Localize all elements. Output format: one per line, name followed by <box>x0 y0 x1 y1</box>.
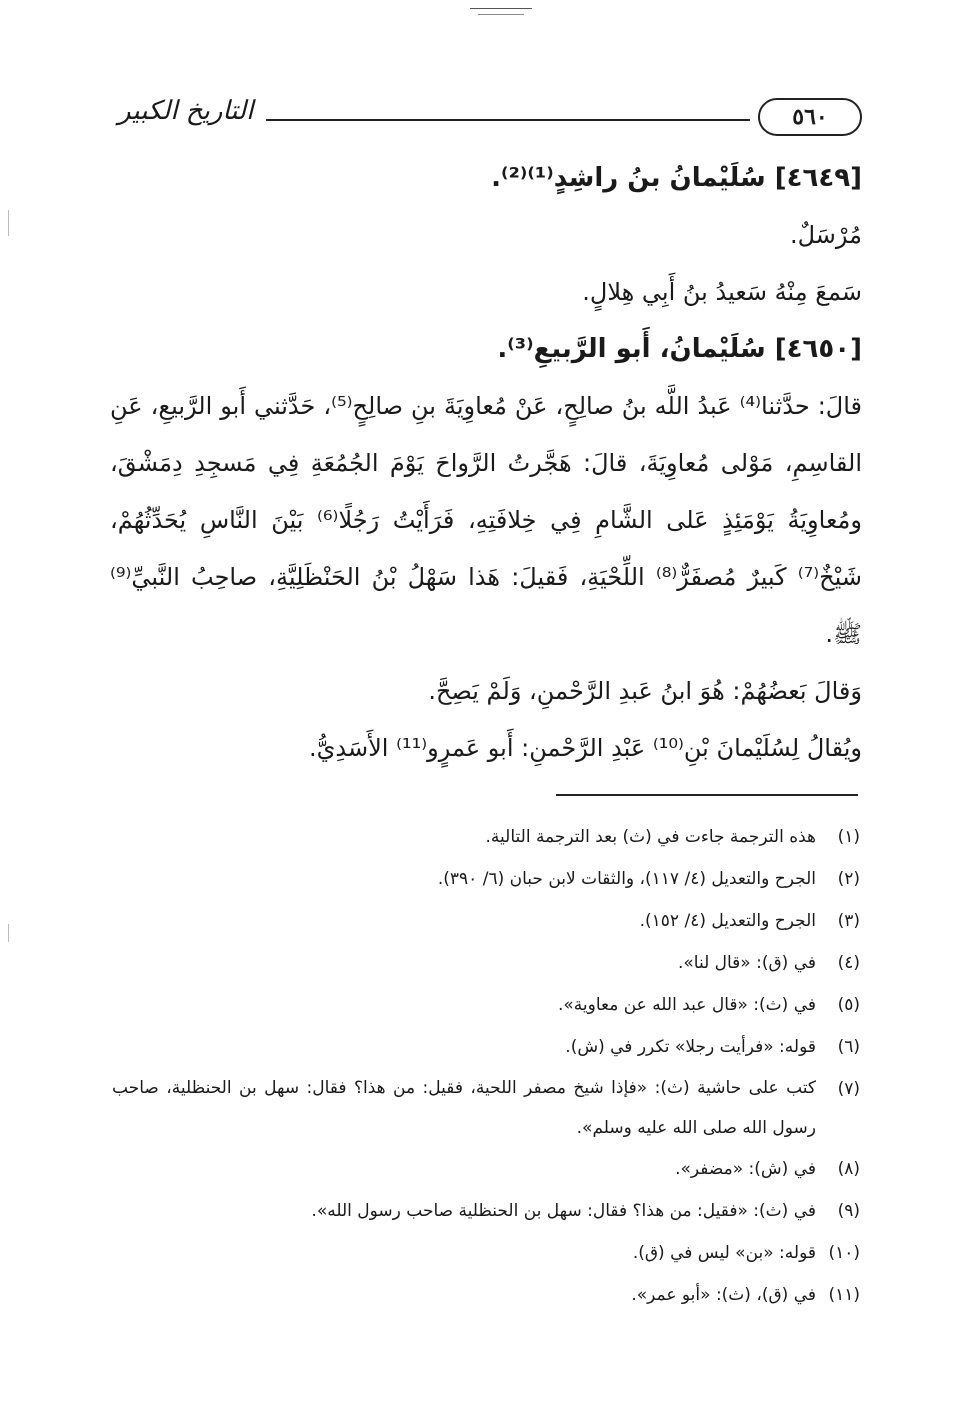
book-title: التاريخ الكبير <box>118 96 254 126</box>
text-line: سَمعَ مِنْهُ سَعيدُ بنُ أَبِي هِلالٍ. <box>582 278 862 306</box>
footnote-number: (٧) <box>837 1079 860 1099</box>
footnote <box>112 1232 860 1274</box>
footnote-separator <box>556 794 858 796</box>
top-edge-rule-secondary <box>478 14 524 15</box>
footnote-number: (٢) <box>837 869 860 889</box>
entry-heading: [٤٦٥٠] سُلَيْمانُ، أَبو الرَّبيعِ⁽³⁾. <box>497 334 862 364</box>
footnote-text: الجرح والتعديل (٤/ ١١٧)، والثقات لابن حبان (٦/ ٣٩٠). <box>437 869 816 889</box>
footnote <box>112 816 860 858</box>
scan-edge-mark <box>8 210 9 236</box>
footnote-text: في (ق)، (ث): «أبو عمر». <box>631 1285 816 1305</box>
footnote-text: الجرح والتعديل (٤/ ١٥٢). <box>639 911 816 931</box>
footnote-text: في (ث): «قال عبد الله عن معاوية». <box>557 995 816 1015</box>
footnotes <box>112 816 860 1316</box>
footnote-text: كتب على حاشية (ث): «فإذا شيخ مصفر اللحية، فقيل: من هذا؟ فقال: سهل بن الحنظلية، صاحب رسول الله صلى الله عليه وسلم». <box>112 1078 816 1138</box>
footnote <box>112 1068 860 1148</box>
footnote <box>112 984 860 1026</box>
footnote-text: في (ث): «فقيل: من هذا؟ فقال: سهل بن الحنظلية صاحب رسول الله». <box>311 1201 816 1221</box>
footnote-number: (٦) <box>837 1037 860 1057</box>
footnote-text: في (ق): «قال لنا». <box>677 953 816 973</box>
footnote <box>112 900 860 942</box>
footnote-number: (٤) <box>837 953 860 973</box>
footnote-number: (٨) <box>837 1159 860 1179</box>
running-header <box>118 92 862 140</box>
scan-edge-mark <box>8 924 9 942</box>
footnote <box>112 942 860 984</box>
footnote-text: هذه الترجمة جاءت في (ث) بعد الترجمة التالية. <box>485 827 816 847</box>
top-edge-rule <box>470 8 532 9</box>
footnote-number: (١) <box>837 827 860 847</box>
footnote <box>112 1148 860 1190</box>
text-line: مُرْسَلٌ. <box>789 221 862 249</box>
footnote <box>112 1274 860 1316</box>
footnote-number: (٥) <box>837 995 860 1015</box>
footnote-text: قوله: «فرأيت رجلا» تكرر في (ش). <box>565 1037 816 1057</box>
footnote <box>112 1190 860 1232</box>
header-rule <box>266 119 750 121</box>
footnote-number: (١١) <box>828 1285 860 1305</box>
footnote <box>112 858 860 900</box>
footnote-number: (٣) <box>837 911 860 931</box>
text-line: وَقالَ بَعضُهُمْ: هُوَ ابنُ عَبدِ الرَّحْمنِ، وَلَمْ يَصِحَّ. <box>428 677 862 705</box>
footnote-text: قوله: «بن» ليس في (ق). <box>632 1243 816 1263</box>
footnote-number: (١٠) <box>828 1243 860 1263</box>
main-text <box>110 150 862 777</box>
entry-heading: [٤٦٤٩] سُلَيْمانُ بنُ راشِدٍ⁽¹⁾⁽²⁾. <box>491 163 862 193</box>
narration-paragraph: قالَ: حدَّثنا⁽⁴⁾ عَبدُ اللَّه بنُ صالِحٍ، عَنْ مُعاوِيَةَ بنِ صالِحٍ⁽⁵⁾، حَدَّثني أَبو الرَّبيعِ، عَنِ القاسِمِ، مَوْلى مُعاوِيَةَ، قالَ: هَجَّرتُ الرَّواحَ يَوْمَ الجُمُعَةِ فِي مَسجِدِ دِمَشْقَ، ومُعاوِيَةُ يَوْمَئِذٍ عَلى الشَّامِ فِي خِلافَتِهِ، فَرَأَيْتُ رَجُلًا⁽⁶⁾ بَيْنَ النَّاسِ يُحَدِّثُهُمْ، شَيْخٌ⁽⁷⁾ كَبيرٌ مُصفَرٌّ⁽⁸⁾ اللِّحْيَةِ، فَقيلَ: هَذا سَهْلُ بْنُ الحَنْظَلِيَّةِ، صاحِبُ النَّبيِّ⁽⁹⁾ ﷺ. <box>110 392 863 648</box>
footnote-number: (٩) <box>837 1201 860 1221</box>
page-number: ٥٦٠ <box>758 98 862 136</box>
footnote <box>112 1026 860 1068</box>
text-line: ويُقالُ لِسُلَيْمانَ بْنِ⁽¹⁰⁾ عَبْدِ الرَّحْمنِ: أَبو عَمرٍو⁽¹¹⁾ الأَسَدِيُّ. <box>308 734 862 762</box>
footnote-text: في (ش): «مضفر». <box>675 1159 816 1179</box>
